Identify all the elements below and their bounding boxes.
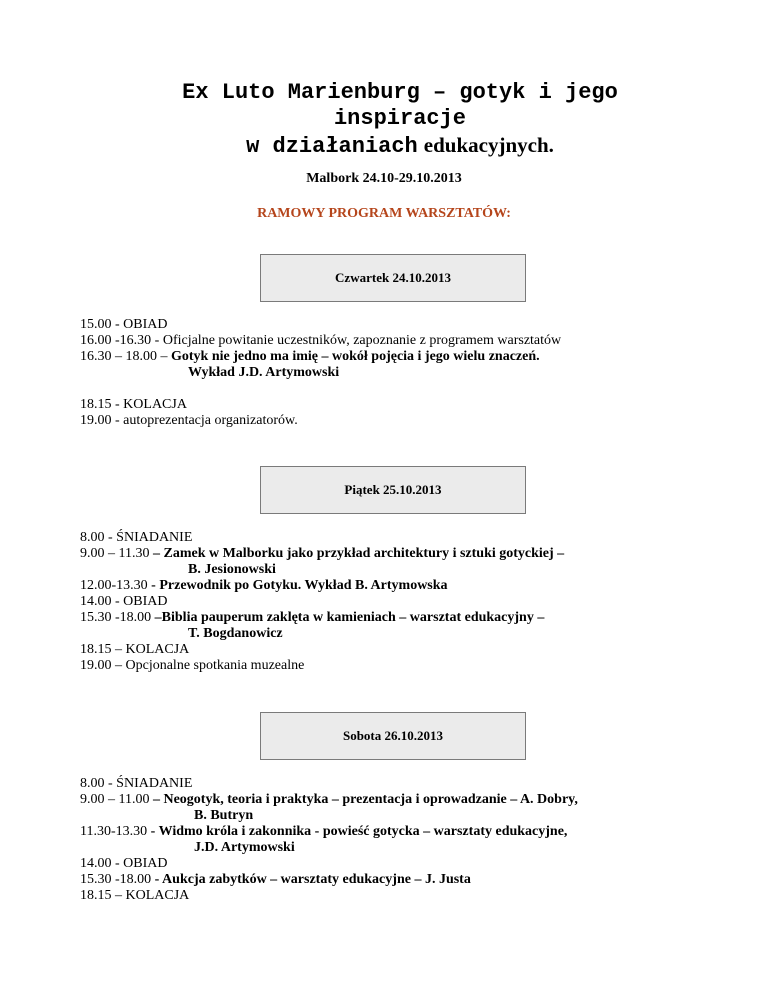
- entry-time: 18.15 –: [80, 888, 126, 903]
- schedule-saturday: [80, 776, 740, 904]
- schedule-entry: [80, 546, 740, 562]
- entry-time: 9.00 – 11.30: [80, 546, 153, 561]
- entry-time: 15.30 -18.00: [80, 872, 155, 887]
- schedule-entry: [80, 776, 740, 792]
- entry-speaker: B. Butryn: [194, 808, 254, 823]
- schedule-entry: [80, 856, 740, 872]
- entry-time: 11.30-13.30: [80, 824, 151, 839]
- schedule-entry: [80, 888, 740, 904]
- schedule-entry: [80, 578, 740, 594]
- entry-time: 8.00 -: [80, 776, 117, 791]
- entry-text: KOLACJA: [125, 642, 190, 657]
- schedule-entry: [80, 824, 740, 840]
- entry-text: - Przewodnik po Gotyku. Wykład B. Artymowska: [151, 578, 448, 593]
- entry-speaker: B. Jesionowski: [188, 562, 276, 577]
- schedule-entry: [80, 610, 740, 626]
- entry-text: autoprezentacja organizatorów.: [123, 413, 298, 428]
- entry-time: 9.00 – 11.00: [80, 792, 153, 807]
- entry-time: 12.00-13.30: [80, 578, 152, 593]
- entry-text: – Zamek w Malborku jako przykład architektury i sztuki gotyckiej –: [152, 546, 565, 561]
- schedule-entry: [80, 333, 740, 349]
- schedule-entry: [80, 594, 740, 610]
- entry-time: 18.15 –: [80, 642, 126, 657]
- entry-time: 19.00 –: [80, 658, 126, 673]
- entry-time: 15.30 -18.00: [80, 610, 155, 625]
- document-title: [90, 80, 710, 160]
- entry-text: OBIAD: [123, 856, 168, 871]
- entry-text: Opcjonalne spotkania muzealne: [125, 658, 305, 673]
- day-box-friday: Piątek 25.10.2013: [260, 466, 526, 514]
- schedule-entry: [80, 349, 740, 365]
- schedule-entry: [80, 792, 740, 808]
- schedule-entry-continuation: [80, 840, 740, 856]
- schedule-entry: [80, 530, 740, 546]
- entry-text: KOLACJA: [123, 397, 187, 412]
- day-box-thursday: Czwartek 24.10.2013: [260, 254, 526, 302]
- entry-text: KOLACJA: [125, 888, 190, 903]
- program-heading: RAMOWY PROGRAM WARSZTATÓW:: [257, 206, 511, 221]
- entry-time: 16.00 -16.30 -: [80, 333, 163, 348]
- entry-time: 8.00 -: [80, 530, 117, 545]
- entry-text: - Aukcja zabytków – warsztaty edukacyjne – J. Justa: [154, 872, 471, 887]
- entry-speaker: J.D. Artymowski: [194, 840, 295, 855]
- entry-speaker: Wykład J.D. Artymowski: [188, 365, 340, 380]
- schedule-entry: [80, 658, 740, 674]
- entry-time: 15.00 -: [80, 317, 124, 332]
- entry-time: 14.00 -: [80, 594, 124, 609]
- entry-text: ŚNIADANIE: [116, 776, 193, 791]
- title-line-3-a: w działaniach: [246, 134, 418, 159]
- schedule-entry-continuation: [80, 808, 740, 824]
- day-box-saturday: Sobota 26.10.2013: [260, 712, 526, 760]
- title-line-3-b: edukacyjnych.: [423, 133, 554, 157]
- entry-text: – Neogotyk, teoria i praktyka – prezentacja i oprowadzanie – A. Dobry,: [152, 792, 578, 807]
- entry-text: - Widmo króla i zakonnika - powieść gotycka – warsztaty edukacyjne,: [150, 824, 568, 839]
- entry-time: 14.00 -: [80, 856, 124, 871]
- entry-speaker: T. Bogdanowicz: [188, 626, 283, 641]
- entry-time: 18.15 -: [80, 397, 124, 412]
- schedule-entry-continuation: [80, 562, 740, 578]
- entry-text: OBIAD: [123, 317, 168, 332]
- entry-text: Oficjalne powitanie uczestników, zapoznanie z programem warsztatów: [162, 333, 562, 348]
- schedule-thursday: [80, 317, 740, 429]
- title-line-2: inspiracje: [333, 106, 467, 131]
- schedule-entry-continuation: [80, 626, 740, 642]
- schedule-entry: [80, 872, 740, 888]
- entry-text: ŚNIADANIE: [116, 530, 193, 545]
- schedule-entry: [80, 317, 740, 333]
- schedule-entry: [80, 397, 740, 413]
- entry-time: 16.30 – 18.00 –: [80, 349, 171, 364]
- schedule-entry-continuation: [80, 365, 740, 381]
- title-line-3: [90, 132, 710, 160]
- event-dates: Malbork 24.10-29.10.2013: [306, 171, 462, 186]
- schedule-entry: [80, 642, 740, 658]
- entry-text: –Biblia pauperum zaklęta w kamieniach – warsztat edukacyjny –: [154, 610, 545, 625]
- entry-text: Gotyk nie jedno ma imię – wokół pojęcia i jego wielu znaczeń.: [171, 349, 540, 364]
- schedule-entry: [80, 413, 740, 429]
- entry-text: OBIAD: [123, 594, 168, 609]
- schedule-friday: [80, 530, 740, 674]
- title-line-1: Ex Luto Marienburg – gotyk i jego: [182, 80, 618, 105]
- entry-time: 19.00 -: [80, 413, 124, 428]
